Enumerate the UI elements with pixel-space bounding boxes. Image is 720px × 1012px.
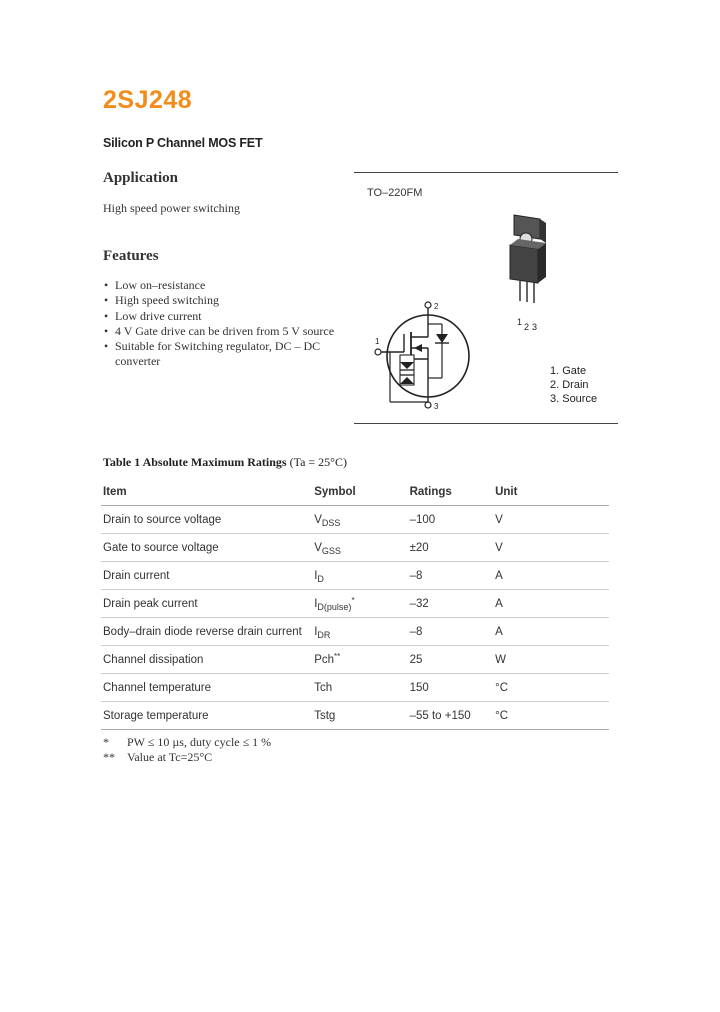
rating-cell: 150 bbox=[408, 674, 494, 702]
table-row bbox=[101, 590, 609, 618]
column-header-ratings: Ratings bbox=[408, 478, 494, 506]
table-caption-condition: (Ta = 25°C) bbox=[286, 455, 347, 469]
pin-legend-item: 3. Source bbox=[550, 393, 598, 405]
feature-item: • High speed switching bbox=[103, 293, 343, 308]
unit-cell: V bbox=[493, 534, 609, 562]
application-text: High speed power switching bbox=[103, 201, 240, 215]
table-row bbox=[101, 702, 609, 730]
table-row bbox=[101, 618, 609, 646]
mosfet-symbol-icon bbox=[370, 296, 470, 416]
unit-cell: V bbox=[493, 506, 609, 534]
rating-cell: –8 bbox=[408, 618, 494, 646]
to220fm-package-icon bbox=[500, 213, 560, 335]
pin-legend bbox=[550, 364, 597, 406]
features-heading: Features bbox=[103, 248, 159, 264]
item-cell: Storage temperature bbox=[101, 702, 312, 730]
item-cell: Channel temperature bbox=[101, 674, 312, 702]
application-heading: Application bbox=[103, 170, 179, 186]
pin-legend-item: 1. Gate bbox=[550, 365, 587, 377]
table-row bbox=[101, 534, 609, 562]
table-row bbox=[101, 506, 609, 534]
symbol-cell: $I_D$ bbox=[312, 562, 407, 590]
package-pin-label: 3 bbox=[532, 322, 538, 332]
footnotes bbox=[103, 735, 271, 764]
feature-item: • Low on–resistance bbox=[103, 278, 343, 293]
unit-cell: W bbox=[493, 646, 609, 674]
feature-item: • 4 V Gate drive can be driven from 5 V source bbox=[103, 324, 343, 339]
table-header-row bbox=[101, 478, 609, 506]
table-row bbox=[101, 646, 609, 674]
unit-cell: °C bbox=[493, 674, 609, 702]
features-list bbox=[103, 278, 343, 370]
package-name: TO–220FM bbox=[367, 187, 423, 199]
unit-cell: °C bbox=[493, 702, 609, 730]
symbol-cell: $I_{DR}$ bbox=[312, 618, 407, 646]
column-header-item: Item bbox=[101, 478, 312, 506]
symbol-pin-label: 2 bbox=[434, 302, 439, 311]
subtitle: Silicon P Channel MOS FET bbox=[103, 136, 263, 150]
feature-item: • Low drive current bbox=[103, 309, 343, 324]
table-caption-title: Table 1 Absolute Maximum Ratings bbox=[103, 455, 287, 469]
package-pin-label: 1 bbox=[517, 317, 523, 327]
symbol-cell: $V_{DSS}$ bbox=[312, 506, 407, 534]
table-row bbox=[101, 674, 609, 702]
column-header-unit: Unit bbox=[493, 478, 609, 506]
table-row bbox=[101, 562, 609, 590]
rating-cell: –8 bbox=[408, 562, 494, 590]
table-caption bbox=[103, 455, 347, 470]
rating-cell: 25 bbox=[408, 646, 494, 674]
item-cell: Channel dissipation bbox=[101, 646, 312, 674]
rating-cell: ±20 bbox=[408, 534, 494, 562]
pin-legend-item: 2. Drain bbox=[550, 379, 589, 391]
item-cell: Body–drain diode reverse drain current bbox=[101, 618, 312, 646]
part-number: 2SJ248 bbox=[103, 86, 193, 114]
rating-cell: –32 bbox=[408, 590, 494, 618]
symbol-cell: Tstg bbox=[312, 702, 407, 730]
package-box-top-rule bbox=[354, 172, 618, 173]
symbol-cell: Tch bbox=[312, 674, 407, 702]
footnote: ** Value at Tc=25°C bbox=[103, 749, 213, 764]
package-box-bottom-rule bbox=[354, 423, 618, 424]
package-pin-label: 2 bbox=[524, 322, 530, 332]
unit-cell: A bbox=[493, 562, 609, 590]
footnote: * PW ≤ 10 µs, duty cycle ≤ 1 % bbox=[103, 735, 272, 749]
feature-item: • Suitable for Switching regulator, DC – DC converter bbox=[103, 339, 343, 370]
symbol-cell: $V_{GSS}$ bbox=[312, 534, 407, 562]
unit-cell: A bbox=[493, 618, 609, 646]
symbol-cell: Pch** bbox=[312, 646, 407, 674]
rating-cell: –55 to +150 bbox=[408, 702, 494, 730]
symbol-pin-label: 3 bbox=[434, 402, 439, 411]
item-cell: Drain current bbox=[101, 562, 312, 590]
symbol-cell: $I_{D(pulse)}^*$ bbox=[312, 590, 407, 618]
absolute-maximum-ratings-table bbox=[101, 478, 609, 730]
rating-cell: –100 bbox=[408, 506, 494, 534]
column-header-symbol: Symbol bbox=[312, 478, 407, 506]
symbol-pin-label: 1 bbox=[375, 337, 380, 346]
item-cell: Drain peak current bbox=[101, 590, 312, 618]
item-cell: Drain to source voltage bbox=[101, 506, 312, 534]
unit-cell: A bbox=[493, 590, 609, 618]
item-cell: Gate to source voltage bbox=[101, 534, 312, 562]
